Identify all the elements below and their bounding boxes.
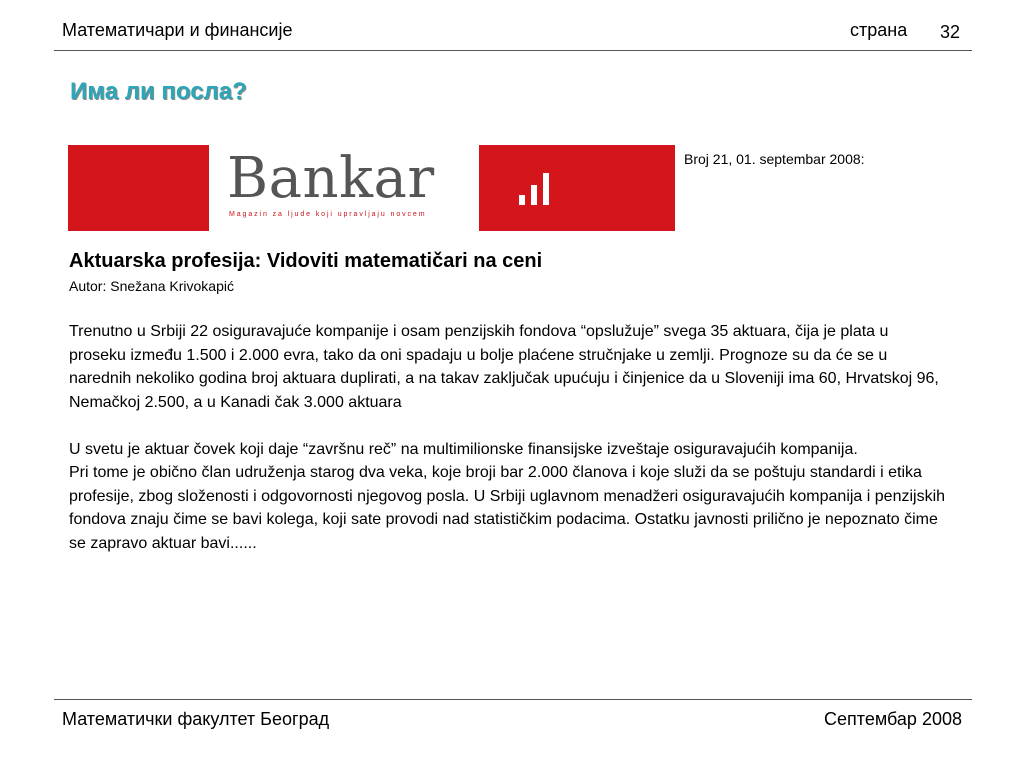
page-label: страна [850,20,908,40]
page-number: 32 [940,22,961,42]
header-divider [54,50,972,51]
footer-date: Септембар 2008 [824,709,962,729]
article-author: Autor: Snežana Krivokapić [69,278,234,294]
slide-title: Има ли посла? [70,78,247,105]
article-body [69,320,949,555]
issue-date: Broj 21, 01. septembar 2008: [684,151,865,167]
footer-divider [54,699,972,700]
bankar-tagline: Magazin za ljude koji upravljaju novcem [229,211,427,218]
bar-chart-icon [519,171,549,205]
footer-institution: Математички факултет Београд [62,709,330,729]
bankar-banner [68,145,675,231]
article-paragraph: Trenutno u Srbiji 22 osiguravajuće kompanije i osam penzijskih fondova “opslužuje” svega 35 aktuara, čija je plata u proseku između 1.500 i 2.000 evra, tako da oni spadaju u bolje plaćene stručnjake u zemlji. Prognoze su da će se u narednih nekoliko godina broj aktuara duplirati, a na takav zaključak upućuju i činjenice da u Sloveniji ima 60, Hrvatskoj 96, Nemačkoj 2.500, a u Kanadi čak 3.000 aktuara [69,323,939,411]
bankar-logo: Bankar [227,146,435,211]
bankar-logo-panel [209,145,479,231]
header-title: Математичари и финансије [62,20,293,40]
article-paragraph: Pri tome je obično član udruženja starog dva veka, koje broji bar 2.000 članova i koje služi da se poštuju standardi i etika profesije, zbog složenosti i odgovornosti njegovog posla. U Srbiji uglavnom menadžeri osiguravajućih kompanija i penzijskih fondova znaju čime se bavi kolega, koji sate provodi nad statističkim podacima. Ostatku javnosti prilično je nepoznato čime se zapravo aktuar bavi...... [69,464,946,552]
article-headline: Aktuarska profesija: Vidoviti matematičari na ceni [69,250,543,272]
article-paragraph: U svetu je aktuar čovek koji daje “završnu reč” na multimilionske finansijske izveštaje osiguravajućih kompanija. [69,440,858,458]
